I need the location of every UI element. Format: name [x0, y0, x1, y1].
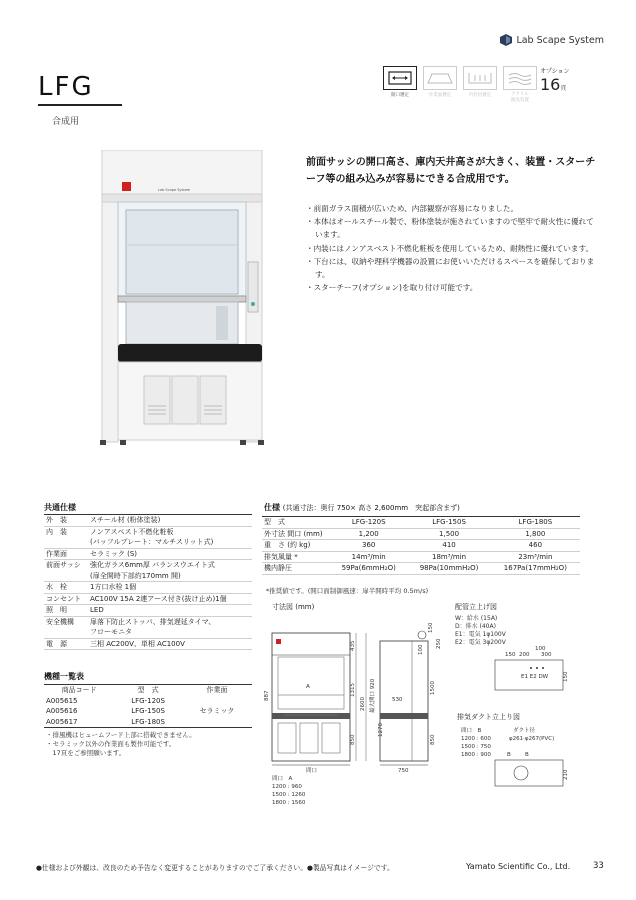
svg-text:間口 B: 間口 B	[461, 728, 482, 734]
svg-text:1500: 1500	[430, 681, 436, 695]
svg-text:530: 530	[392, 697, 403, 703]
lab-scape-logo-icon	[500, 34, 512, 46]
spec-table	[262, 516, 580, 575]
spec-note: *推奨値です。(開口面制御風速：扉半開時平均 0.5m/s)	[266, 587, 429, 595]
common-spec-title: 共通仕様	[44, 503, 76, 512]
piping-title: 配管立上げ図	[455, 603, 497, 611]
common-spec-table	[44, 514, 252, 650]
feature-label: 作業面選定	[428, 93, 452, 98]
yamato-logo-icon	[122, 182, 131, 191]
option-page-ref	[540, 66, 582, 94]
model-notes: ・排風機はヒュームフード上部に搭載できません。 ・セラミック以外の作業面も製作可能です。 17頁をご参照願います。	[46, 731, 196, 757]
interior-icon	[463, 66, 497, 90]
svg-text:1500 : 1260: 1500 : 1260	[272, 792, 306, 798]
feature-label: 開口選定	[391, 93, 409, 98]
svg-text:150: 150	[428, 622, 434, 633]
brand-name: Lab Scape System	[516, 34, 604, 46]
fume-hood-photo	[100, 150, 270, 446]
feature-opening	[383, 66, 417, 104]
table-row: 安全機構 扉落下防止ストッパ、排気遅延タイマ、 フローモニタ	[44, 616, 252, 638]
hood-panel-text: Lab Scape System	[158, 188, 191, 192]
model-list-title: 機種一覧表	[44, 672, 84, 681]
subtitle: 合成用	[52, 117, 80, 127]
lead-text: 前面サッシの開口高さ、庫内天井高さが大きく、装置・スターチーフ等の組み込みが容易にできる合成用です。	[306, 157, 596, 185]
table-row: A005615 LFG-120S セラミック	[46, 696, 235, 715]
svg-text:間口 A: 間口 A	[272, 776, 293, 782]
worktop-icon	[423, 66, 457, 90]
dimension-title: 寸法図 (mm)	[272, 603, 315, 611]
bullet-item: ・前面ガラス面積が広いため、内部観察が容易になりました。	[306, 204, 519, 213]
dimension-drawing	[262, 615, 452, 810]
svg-text:150: 150	[563, 671, 569, 682]
svg-text:1270: 1270	[378, 723, 384, 737]
table-row: A005617 LFG-180S	[46, 717, 165, 726]
svg-text:B: B	[507, 752, 511, 758]
svg-text:ダクト径: ダクト径	[513, 728, 536, 734]
title-underline	[38, 104, 122, 106]
svg-text:250: 250	[436, 638, 442, 649]
model-list-table	[44, 684, 252, 728]
table-row: 外寸法 間口 (mm) 1,200 1,500 1,800	[262, 528, 580, 540]
page-number: 33	[593, 861, 604, 871]
opening-icon	[383, 66, 417, 90]
bullet-item: ・内装にはノンアスベスト不燃化粧板を使用しているため、耐熱性に優れています。	[306, 243, 594, 253]
feature-icons	[383, 66, 537, 104]
duct-title: 排気ダクト立上り図	[457, 713, 520, 721]
table-row: 外 装 スチール材 (粉体塗装)	[44, 515, 252, 527]
svg-text:300: 300	[541, 652, 552, 658]
svg-text:間口: 間口	[306, 768, 318, 774]
svg-text:850: 850	[430, 734, 436, 745]
bullet-item: ・下台には、収納や理科学機器の設置にお使いいただけるスペースを確保しております。	[306, 256, 595, 280]
svg-text:E1 E2 DW: E1 E2 DW	[521, 674, 549, 680]
table-row: 作業面 セラミック (S)	[44, 548, 252, 560]
table-row: 商品コード 型 式 作業面	[61, 686, 228, 694]
feature-label: 内装材選定	[468, 93, 492, 98]
table-row: 内 装 ノンアスベスト不燃化粧板 (バッフルプレート：マルチスリット式)	[44, 526, 252, 548]
table-row: 水 栓 1方口水栓 1個	[44, 582, 252, 594]
svg-text:B: B	[525, 752, 529, 758]
svg-text:435: 435	[350, 640, 356, 651]
svg-text:150: 150	[505, 652, 516, 658]
svg-text:100: 100	[418, 644, 424, 655]
svg-text:200: 200	[519, 652, 530, 658]
piping-drawing	[455, 640, 585, 710]
table-row: 排気風量 * 14m³/min 18m³/min 23m³/min	[262, 551, 580, 563]
footer-note: ●仕様および外観は、改良のため予告なく変更することがありますのでご了承ください。●製品写真はイメージです。	[36, 864, 394, 872]
svg-text:1500 : 750: 1500 : 750	[461, 744, 491, 750]
option-page-number: 16頁	[540, 75, 567, 94]
svg-text:最大開口 920: 最大開口 920	[370, 678, 376, 713]
feature-worktop	[423, 66, 457, 104]
spec-title: 仕様 (共通寸法：奥行 750× 高さ 2,600mm 突起部含まず)	[264, 503, 460, 512]
svg-text:1315: 1315	[350, 683, 356, 697]
svg-text:210: 210	[563, 769, 569, 780]
bullet-item: ・スターチーフ(オプション)を取り付け可能です。	[306, 283, 478, 293]
feature-acrylic	[503, 66, 537, 104]
bullet-item: ・本体はオールスチール製で、粉体塗装が施されていますので堅牢で耐火性に優れています。	[306, 217, 594, 240]
table-row: 機内静圧 59Pa(6mmH₂O) 98Pa(10mmH₂O) 167Pa(17mmH₂O)	[262, 563, 580, 575]
svg-text:1800 : 1560: 1800 : 1560	[272, 800, 306, 806]
brand	[500, 34, 604, 46]
table-row: コンセント AC100V 15A 2連アース付き(抜け止め)1個	[44, 593, 252, 605]
svg-text:1800 : 900: 1800 : 900	[461, 752, 491, 758]
duct-drawing	[455, 722, 585, 802]
svg-text:A: A	[306, 684, 310, 690]
table-row: A005616 LFG-150S	[46, 707, 165, 715]
option-label: オプション	[540, 68, 570, 75]
svg-text:100: 100	[535, 646, 546, 652]
svg-text:φ261·φ267(PVC): φ261·φ267(PVC)	[509, 736, 555, 742]
table-row: 電 源 三相 AC200V、単相 AC100V	[44, 638, 252, 650]
svg-text:1200 : 600: 1200 : 600	[461, 736, 491, 742]
company-name: Yamato Scientific Co., Ltd.	[466, 862, 571, 871]
svg-text:850: 850	[350, 734, 356, 745]
table-row: 重 さ (約 kg) 360 410 460	[262, 540, 580, 552]
svg-text:2600: 2600	[360, 697, 366, 711]
svg-text:887: 887	[264, 690, 270, 701]
table-row: 型 式 LFG-120S LFG-150S LFG-180S	[262, 517, 580, 529]
piping-legend: W：給水 (15A) D：排水 (40A) E1：電気 1φ100V E2：電気 3φ200V	[455, 615, 506, 646]
feature-label: アクリル 換気装置	[511, 92, 529, 103]
feature-interior	[463, 66, 497, 104]
svg-text:750: 750	[398, 768, 409, 774]
acrylic-icon	[503, 66, 537, 90]
svg-text:1200 : 960: 1200 : 960	[272, 784, 302, 790]
page-title: LFG	[38, 72, 94, 102]
table-row: 前面サッシ 強化ガラス6mm厚 バランスウエイト式 (扉全開時下部約170mm 開)	[44, 560, 252, 582]
table-row: 照 明 LED	[44, 605, 252, 617]
feature-bullets	[306, 202, 596, 294]
